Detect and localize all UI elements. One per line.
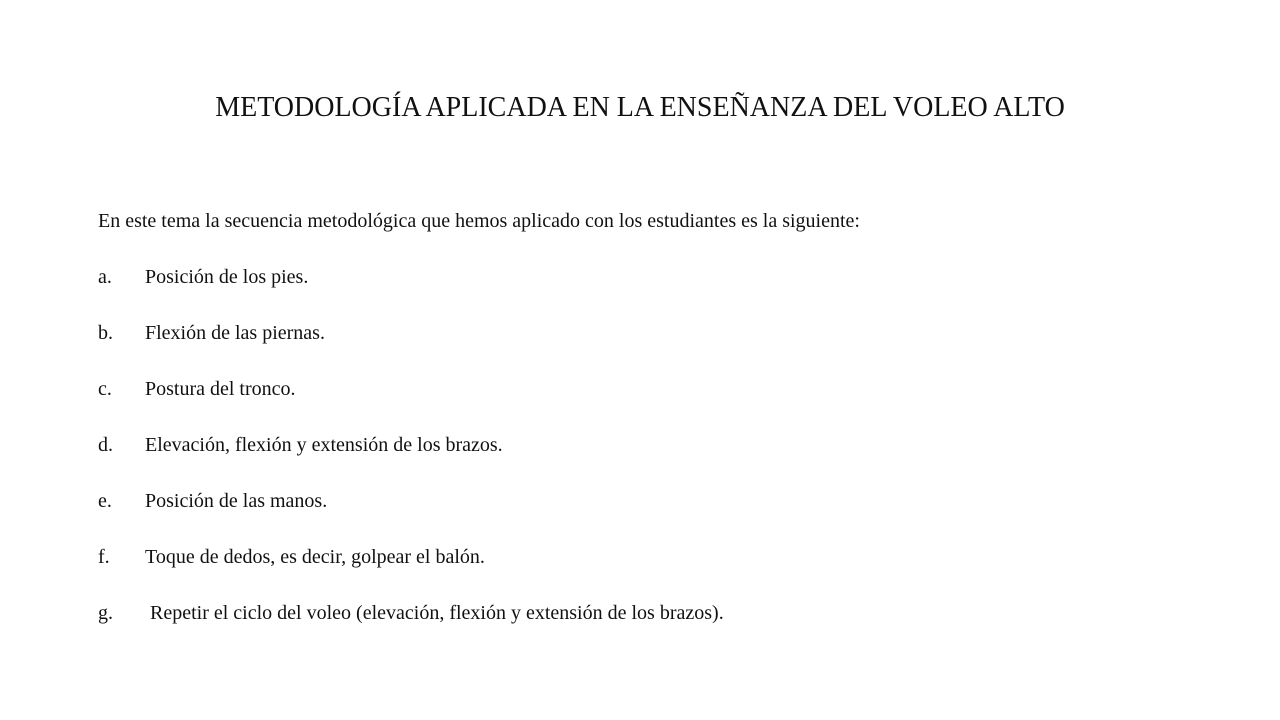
list-item: [98, 487, 724, 543]
list-item: [98, 599, 724, 655]
intro-paragraph: En este tema la secuencia metodológica que hemos aplicado con los estudiantes es la siguiente:: [98, 210, 860, 232]
list-marker: g.: [98, 602, 113, 624]
list-marker: e.: [98, 490, 112, 512]
list-marker: c.: [98, 378, 112, 400]
list-item: [98, 431, 724, 487]
list-item-text: Toque de dedos, es decir, golpear el balón.: [145, 546, 485, 568]
list-marker: a.: [98, 266, 112, 288]
list-item-text: Flexión de las piernas.: [145, 322, 325, 344]
list-item: [98, 375, 724, 431]
list-marker: d.: [98, 434, 113, 456]
list-item: [98, 543, 724, 599]
list-item: [98, 319, 724, 375]
list-item-text: Posición de los pies.: [145, 266, 309, 288]
methodology-list: [98, 263, 724, 655]
list-marker: f.: [98, 546, 110, 568]
list-marker: b.: [98, 322, 113, 344]
list-item-text: Repetir el ciclo del voleo (elevación, flexión y extensión de los brazos).: [145, 602, 724, 624]
list-item-text: Postura del tronco.: [145, 378, 296, 400]
list-item: [98, 263, 724, 319]
slide-title: METODOLOGÍA APLICADA EN LA ENSEÑANZA DEL VOLEO ALTO: [215, 92, 1065, 123]
list-item-text: Posición de las manos.: [145, 490, 328, 512]
list-item-text: Elevación, flexión y extensión de los brazos.: [145, 434, 503, 456]
